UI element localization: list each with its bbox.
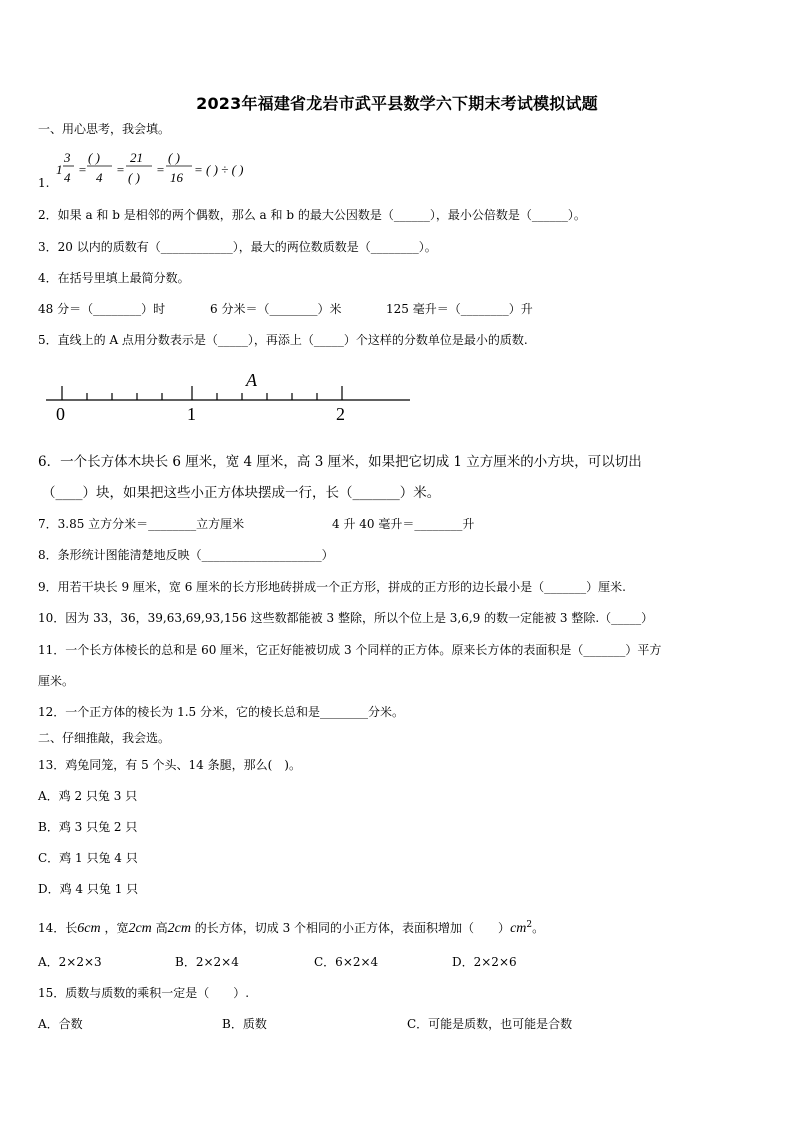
q15-option-b: B．质数 [222,1017,267,1031]
number-line-label-2: 2 [336,404,345,424]
q14-text-1: 14．长 [38,921,78,935]
q14-option-d: D．2×2×6 [452,955,517,969]
q14-text-2: ，宽 [104,921,129,935]
q7-part-a: 7．3.85 立方分米＝________立方厘米 [38,517,245,531]
q14-text-4: 的长方体，切成 3 个相同的小正方体，表面积增加（ ） [194,921,511,935]
q15-option-a: A．合数 [38,1017,83,1031]
q4-item-3: 125 毫升＝（________）升 [386,302,533,316]
q5: 5．直线上的 A 点用分数表示是（_____），再添上（_____）个这样的分数单位是最小的质数. [38,333,528,347]
q15-option-c: C．可能是质数，也可能是合数 [407,1017,573,1031]
q13-option-a: A．鸡 2 只兔 3 只 [38,789,138,803]
q1-den4: 16 [170,170,183,185]
q4-item-2: 6 分米＝（________）米 [210,302,342,316]
q14-text-3: 高 [155,921,168,935]
number-line-label-1: 1 [187,404,196,424]
q13-option-c: C．鸡 1 只兔 4 只 [38,851,138,865]
q14-option-a: A．2×2×3 [38,955,102,969]
q14-unit-area: cm [510,921,527,936]
q1-num3: 21 [130,150,143,165]
q14-unit-2: cm [135,921,152,936]
section-2-heading: 二、仔细推敲，我会选。 [38,731,171,745]
q6-line-2: （____）块，如果把这些小正方体块摆成一行，长（_______）米。 [42,485,441,501]
q15: 15．质数与质数的乘积一定是（ ）. [38,986,250,1000]
q1-den1: 4 [64,170,71,185]
q4: 4．在括号里填上最简分数。 [38,271,190,285]
number-line-point-a: A [246,370,257,390]
q14 [38,918,544,936]
q1-fraction-equation [54,148,284,192]
q1-eq2: = [116,162,125,177]
q13-option-d: D．鸡 4 只兔 1 只 [38,882,139,896]
q1-num4: ( ) [168,150,180,165]
q1-den3: ( ) [128,170,140,185]
q12: 12．一个正方体的棱长为 1.5 分米，它的棱长总和是________分米。 [38,705,404,719]
number-line [44,368,414,426]
q7-part-b: 4 升 40 毫升＝________升 [332,517,475,531]
q9: 9．用若干块长 9 厘米，宽 6 厘米的长方形地砖拼成一个正方形，拼成的正方形的边长最小是（_______）厘米. [38,580,626,594]
q14-end: 。 [532,921,545,935]
q1-eq1: = [78,162,87,177]
q14-option-c: C．6×2×4 [314,955,379,969]
q1-number: 1. [38,176,50,190]
q14-value-height: 2 [167,921,175,936]
q14-option-b: B．2×2×4 [175,955,239,969]
q13: 13．鸡兔同笼，有 5 个头、14 条腿，那么( )。 [38,758,301,772]
q13-option-b: B．鸡 3 只兔 2 只 [38,820,138,834]
q10: 10．因为 33，36，39,63,69,93,156 这些数都能被 3 整除，所以个位上是 3,6,9 的数一定能被 3 整除.（_____） [38,611,654,625]
q14-superscript: 2 [526,920,533,930]
q1-den2: 4 [96,170,103,185]
q11-line-2: 厘米。 [38,674,75,688]
q3: 3．20 以内的质数有（____________），最大的两位数质数是（________）。 [38,240,437,254]
q1-tail: = ( ) ÷ ( ) [194,162,244,177]
q14-value-length: 6 [77,921,85,936]
q11-line-1: 11．一个长方体棱长的总和是 60 厘米，它正好能被切成 3 个同样的正方体。原来长方体的表面积是（_______）平方 [38,643,662,657]
section-1-heading: 一、用心思考，我会填。 [38,122,171,136]
q1-num2: ( ) [88,150,100,165]
q8: 8．条形统计图能清楚地反映（____________________） [38,548,334,562]
q4-item-1: 48 分＝（________）时 [38,302,166,316]
q2: 2．如果 a 和 b 是相邻的两个偶数，那么 a 和 b 的最大公因数是（______），最小公倍数是（______）。 [38,208,586,222]
q1-eq3: = [156,162,165,177]
q6-line-1: 6．一个长方体木块长 6 厘米，宽 4 厘米，高 3 厘米，如果把它切成 1 立方厘米的小方块，可以切出 [38,454,642,470]
number-line-label-0: 0 [56,404,65,424]
q14-value-width: 2 [128,921,136,936]
q1-num1: 3 [64,150,71,165]
q14-unit-1: cm [84,921,101,936]
page-title: 2023年福建省龙岩市武平县数学六下期末考试模拟试题 [196,94,598,113]
q14-unit-3: cm [174,921,191,936]
q1-whole: 1 [56,162,63,177]
